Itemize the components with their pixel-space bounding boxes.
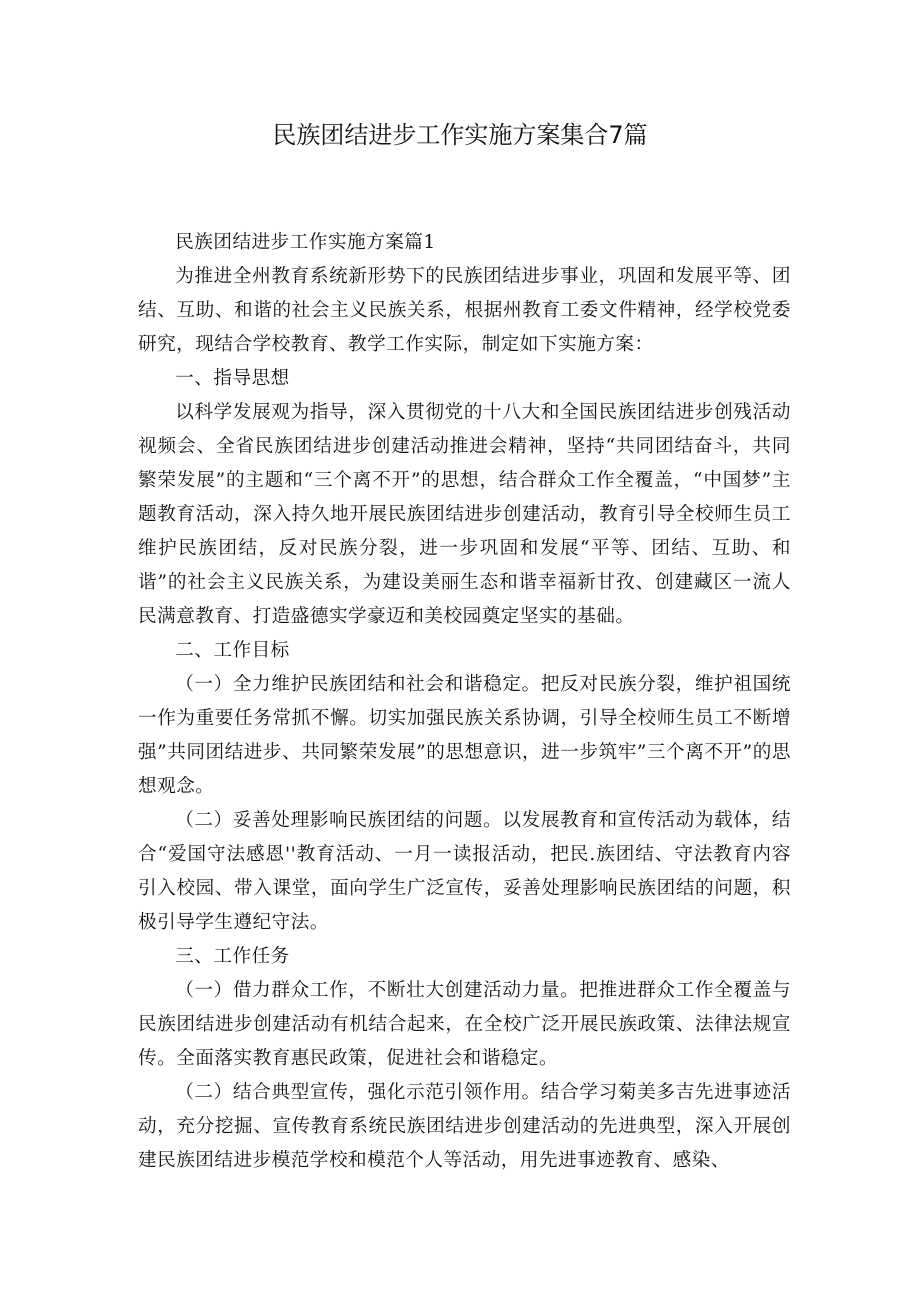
- section-heading-part-1: 民族团结进步工作实施方案篇1: [175, 232, 436, 253]
- section-heading-work-tasks: 三、工作任务: [175, 946, 290, 967]
- work-task-1-paragraph: （一）借力群众工作，不断壮大创建活动力量。把推进群众工作全覆盖与民族团结进步创建活动有机结合起来，在全校广泛开展民族政策、法律法规宣传。全面落实教育惠民政策，促进社会和谐稳定。: [138, 980, 791, 1069]
- document-body: [138, 226, 791, 1178]
- guiding-thought-paragraph: 以科学发展观为指导，深入贯彻党的十八大和全国民族团结进步创残活动视频会、全省民族团结进步创建活动推进会精神，坚持“共同团结奋斗，共同繁荣发展”的主题和“三个离不开”的思想，结合群众工作全覆盖，“中国梦”主题教育活动，深入持久地开展民族团结进步创建活动，教育引导全校师生员工维护民族团结，反对民族分裂，进一步巩固和发展“平等、团结、互助、和谐”的社会主义民族关系，为建设美丽生态和谐幸福新甘孜、创建藏区一流人民满意教育、打造盛德实学豪迈和美校园奠定坚实的基础。: [138, 402, 791, 627]
- work-task-2-paragraph: （二）结合典型宣传，强化示范引领作用。结合学习菊美多吉先进事迹活动，充分挖掘、宣传教育系统民族团结进步创建活动的先进典型，深入开展创建民族团结进步模范学校和模范个人等活动，用先进事迹教育、感染、: [138, 1082, 791, 1171]
- work-goal-2-paragraph: （二）妥善处理影响民族团结的问题。以发展教育和宣传活动为载体，结合“爱国守法感恩''教育活动、一月一读报活动，把民.族团结、守法教育内容引入校园、带入课堂，面向学生广泛宣传，妥善处理影响民族团结的问题，积极引导学生遵纪守法。: [138, 810, 791, 933]
- section-heading-guiding-thought: 一、指导思想: [175, 368, 290, 389]
- work-goal-1-paragraph: （一）全力维护民族团结和社会和谐稳定。把反对民族分裂，维护祖国统一作为重要任务常抓不懈。切实加强民族关系协调，引导全校师生员工不断增强”共同团结进步、共同繁荣发展”的思想意识，进一步筑牢”三个离不开”的思想观念。: [138, 674, 791, 797]
- section-heading-work-goals: 二、工作目标: [175, 640, 290, 661]
- document-title: 民族团结进步工作实施方案集合7篇: [272, 121, 648, 149]
- intro-paragraph: 为推进全州教育系统新形势下的民族团结进步事业，巩固和发展平等、团结、互助、和谐的社会主义民族关系，根据州教育工委文件精神，经学校党委研究，现结合学校教育、教学工作实际，制定如下实施方案：: [138, 266, 791, 355]
